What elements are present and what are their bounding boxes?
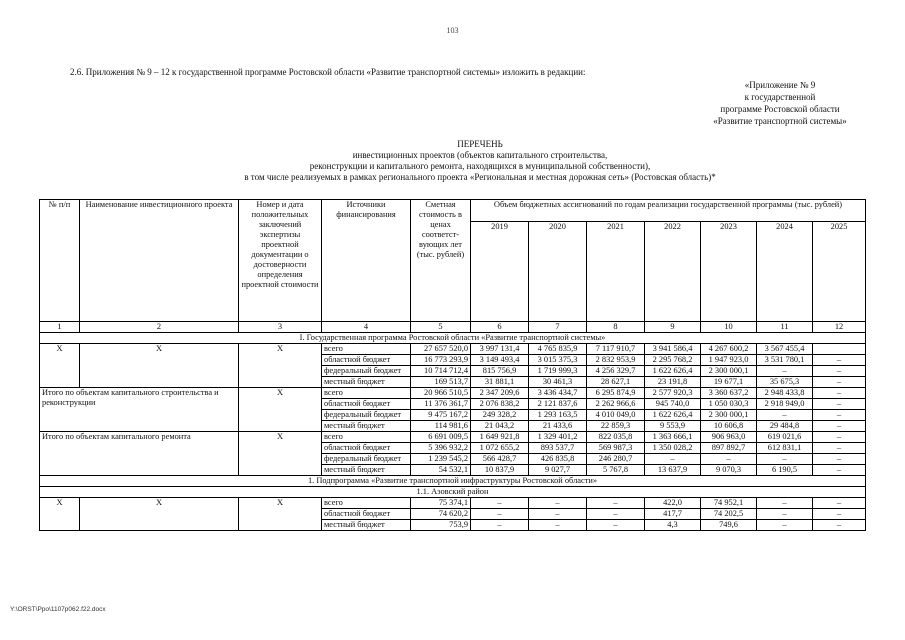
district-row xyxy=(40,487,866,498)
column-number: 10 xyxy=(701,322,757,333)
table-row xyxy=(40,344,866,355)
value-cell: 249 328,2 xyxy=(471,410,529,421)
summary-label: Итого по объектам капитального ремонта xyxy=(40,432,239,476)
value-cell: 30 461,3 xyxy=(529,377,587,388)
header-year: 2019 xyxy=(471,222,529,322)
value-cell: – xyxy=(529,520,587,531)
value-cell: 21 433,6 xyxy=(529,421,587,432)
value-cell: 4,3 xyxy=(645,520,701,531)
value-cell: 2 347 209,6 xyxy=(471,388,529,399)
value-cell: 13 637,9 xyxy=(645,465,701,476)
value-cell: 2 948 433,8 xyxy=(757,388,813,399)
column-number: 11 xyxy=(757,322,813,333)
value-cell: 1 293 163,5 xyxy=(529,410,587,421)
header-conclusion: Номер и дата положительных заключений экспертизы проектной документации о достоверности определения проектной стоимости xyxy=(239,200,322,322)
conclusion-cell: Х xyxy=(239,432,322,476)
column-number: 7 xyxy=(529,322,587,333)
column-number: 9 xyxy=(645,322,701,333)
source-cell: всего xyxy=(322,388,411,399)
value-cell: 893 537,7 xyxy=(529,443,587,454)
value-cell: 2 262 966,6 xyxy=(587,399,645,410)
column-number: 2 xyxy=(80,322,239,333)
appendix-heading xyxy=(690,79,870,127)
column-number: 5 xyxy=(411,322,471,333)
value-cell: 569 987,3 xyxy=(587,443,645,454)
column-number: 8 xyxy=(587,322,645,333)
source-cell: местный бюджет xyxy=(322,421,411,432)
value-cell: 566 428,7 xyxy=(471,454,529,465)
value-cell: – xyxy=(813,399,866,410)
value-cell: 9 070,3 xyxy=(701,465,757,476)
value-cell: 3 941 586,4 xyxy=(645,344,701,355)
value-cell: 3 149 493,4 xyxy=(471,355,529,366)
value-cell: 16 773 293,9 xyxy=(411,355,471,366)
page-number: 103 xyxy=(446,26,459,35)
column-number: 6 xyxy=(471,322,529,333)
value-cell: 9 553,9 xyxy=(645,421,701,432)
source-cell: федеральный бюджет xyxy=(322,366,411,377)
table-row xyxy=(40,498,866,509)
value-cell: 1 050 030,3 xyxy=(701,399,757,410)
value-cell: 906 963,0 xyxy=(701,432,757,443)
value-cell: – xyxy=(757,498,813,509)
file-path-footer: Y:\ORST\Ppo\1107p062.f22.docx xyxy=(10,606,106,613)
column-numbers-row xyxy=(40,322,866,333)
header-year: 2020 xyxy=(529,222,587,322)
subprogram-title: 1. Подпрограмма «Развитие транспортной инфраструктуры Ростовской области» xyxy=(40,476,866,487)
value-cell: 945 740,0 xyxy=(645,399,701,410)
value-cell: 54 532,1 xyxy=(411,465,471,476)
value-cell: – xyxy=(587,498,645,509)
value-cell: 1 363 666,1 xyxy=(645,432,701,443)
value-cell: 19 677,1 xyxy=(701,377,757,388)
value-cell: – xyxy=(813,454,866,465)
value-cell: 1 239 545,2 xyxy=(411,454,471,465)
value-cell: 897 892,7 xyxy=(701,443,757,454)
value-cell: 822 035,8 xyxy=(587,432,645,443)
value-cell: – xyxy=(645,454,701,465)
value-cell: 27 657 520,0 xyxy=(411,344,471,355)
appendix-line: к государственной xyxy=(744,92,816,102)
value-cell: 28 627,1 xyxy=(587,377,645,388)
title: ПЕРЕЧЕНЬ xyxy=(457,139,503,149)
value-cell: 114 981,6 xyxy=(411,421,471,432)
source-cell: областной бюджет xyxy=(322,443,411,454)
value-cell: 1 649 921,8 xyxy=(471,432,529,443)
header-num: № п/п xyxy=(40,200,80,322)
value-cell: 31 881,1 xyxy=(471,377,529,388)
value-cell: 6 295 874,9 xyxy=(587,388,645,399)
value-cell: – xyxy=(813,432,866,443)
value-cell: – xyxy=(701,454,757,465)
value-cell: 426 835,8 xyxy=(529,454,587,465)
value-cell: 4 765 835,9 xyxy=(529,344,587,355)
name-cell: Х xyxy=(80,344,239,388)
value-cell: – xyxy=(813,520,866,531)
appendix-line: «Приложение № 9 xyxy=(744,80,816,90)
value-cell: – xyxy=(813,366,866,377)
source-cell: местный бюджет xyxy=(322,377,411,388)
source-cell: областной бюджет xyxy=(322,399,411,410)
value-cell: – xyxy=(813,388,866,399)
column-number: 1 xyxy=(40,322,80,333)
value-cell: 11 376 361,7 xyxy=(411,399,471,410)
value-cell: – xyxy=(813,410,866,421)
value-cell: 5 767,8 xyxy=(587,465,645,476)
appendix-line: программе Ростовской области xyxy=(720,104,840,114)
header-year: 2022 xyxy=(645,222,701,322)
value-cell: 74 620,2 xyxy=(411,509,471,520)
value-cell: 1 329 401,2 xyxy=(529,432,587,443)
district-title: 1.1. Азовский район xyxy=(40,487,866,498)
value-cell: 23 191,8 xyxy=(645,377,701,388)
source-cell: всего xyxy=(322,432,411,443)
value-cell: 3 436 434,7 xyxy=(529,388,587,399)
value-cell: 10 606,8 xyxy=(701,421,757,432)
value-cell: – xyxy=(529,498,587,509)
document-title xyxy=(120,139,840,183)
section-row xyxy=(40,333,866,344)
value-cell: 1 719 999,3 xyxy=(529,366,587,377)
value-cell: 3 997 131,4 xyxy=(471,344,529,355)
value-cell: 21 043,2 xyxy=(471,421,529,432)
value-cell: 1 622 626,4 xyxy=(645,366,701,377)
value-cell: 1 072 655,2 xyxy=(471,443,529,454)
value-cell: – xyxy=(813,443,866,454)
header-year: 2023 xyxy=(701,222,757,322)
header-name: Наименование инвестиционного проекта xyxy=(80,200,239,322)
value-cell: 29 484,8 xyxy=(757,421,813,432)
value-cell: 612 831,1 xyxy=(757,443,813,454)
value-cell: 2 300 000,1 xyxy=(701,366,757,377)
value-cell: – xyxy=(587,520,645,531)
value-cell: – xyxy=(471,498,529,509)
projects-table xyxy=(39,199,866,531)
value-cell: 246 280,7 xyxy=(587,454,645,465)
value-cell: – xyxy=(757,410,813,421)
value-cell: 22 859,3 xyxy=(587,421,645,432)
section-title: I. Государственная программа Ростовской области «Развитие транспортной системы» xyxy=(40,333,866,344)
source-cell: федеральный бюджет xyxy=(322,410,411,421)
value-cell: 2 918 949,0 xyxy=(757,399,813,410)
value-cell: 2 121 837,6 xyxy=(529,399,587,410)
value-cell: 3 015 375,3 xyxy=(529,355,587,366)
conclusion-cell: Х xyxy=(239,498,322,531)
value-cell: 1 622 626,4 xyxy=(645,410,701,421)
value-cell: 2 300 000,1 xyxy=(701,410,757,421)
value-cell: 20 966 510,5 xyxy=(411,388,471,399)
summary-label: Итого по объектам капитального строительства и реконструкции xyxy=(40,388,239,432)
column-number: 4 xyxy=(322,322,411,333)
conclusion-cell: Х xyxy=(239,388,322,432)
value-cell: 6 691 009,5 xyxy=(411,432,471,443)
num-cell: Х xyxy=(40,344,80,388)
value-cell: 9 475 167,2 xyxy=(411,410,471,421)
value-cell: 3 360 637,2 xyxy=(701,388,757,399)
table-row xyxy=(40,432,866,443)
header-year: 2025 xyxy=(813,222,866,322)
value-cell: 2 577 920,3 xyxy=(645,388,701,399)
value-cell: 2 832 953,9 xyxy=(587,355,645,366)
name-cell: Х xyxy=(80,498,239,531)
subtitle-line: реконструкции и капитального ремонта, находящихся в муниципальной собственности), xyxy=(309,161,651,171)
subprogram-row xyxy=(40,476,866,487)
value-cell: 1 947 923,0 xyxy=(701,355,757,366)
value-cell: – xyxy=(757,509,813,520)
intro-text: 2.6. Приложения № 9 – 12 к государственной программе Ростовской области «Развитие транспортной системы» изложить в редакции: xyxy=(70,67,586,77)
value-cell: 35 675,3 xyxy=(757,377,813,388)
value-cell: 4 010 049,0 xyxy=(587,410,645,421)
value-cell: 7 117 910,7 xyxy=(587,344,645,355)
value-cell: 9 027,7 xyxy=(529,465,587,476)
value-cell xyxy=(813,344,866,355)
value-cell: 2 076 838,2 xyxy=(471,399,529,410)
column-number: 12 xyxy=(813,322,866,333)
value-cell: 417,7 xyxy=(645,509,701,520)
value-cell: – xyxy=(813,509,866,520)
subtitle-line: в том числе реализуемых в рамках регионального проекта «Региональная и местная дорожная сеть» (Ростовская область)* xyxy=(244,172,716,182)
column-number: 3 xyxy=(239,322,322,333)
source-cell: областной бюджет xyxy=(322,509,411,520)
value-cell: – xyxy=(529,509,587,520)
header-year: 2024 xyxy=(757,222,813,322)
source-cell: федеральный бюджет xyxy=(322,454,411,465)
source-cell: всего xyxy=(322,344,411,355)
value-cell: 3 567 455,4 xyxy=(757,344,813,355)
value-cell: 4 267 600,2 xyxy=(701,344,757,355)
value-cell: 5 396 932,2 xyxy=(411,443,471,454)
value-cell: 74 202,5 xyxy=(701,509,757,520)
value-cell: – xyxy=(813,421,866,432)
header-year: 2021 xyxy=(587,222,645,322)
conclusion-cell: Х xyxy=(239,344,322,388)
value-cell: 753,9 xyxy=(411,520,471,531)
value-cell: – xyxy=(471,509,529,520)
value-cell: 3 531 780,1 xyxy=(757,355,813,366)
num-cell: Х xyxy=(40,498,80,531)
value-cell: 2 295 768,2 xyxy=(645,355,701,366)
value-cell: 74 952,1 xyxy=(701,498,757,509)
value-cell: 749,6 xyxy=(701,520,757,531)
value-cell: 815 756,9 xyxy=(471,366,529,377)
header-cost: Сметная стоимость в ценах соответст-вующих лет (тыс. рублей) xyxy=(411,200,471,322)
value-cell: 619 021,6 xyxy=(757,432,813,443)
value-cell: 75 374,1 xyxy=(411,498,471,509)
value-cell: 169 513,7 xyxy=(411,377,471,388)
value-cell: 1 350 028,2 xyxy=(645,443,701,454)
value-cell: 10 714 712,4 xyxy=(411,366,471,377)
table-row xyxy=(40,388,866,399)
header-budget: Объем бюджетных ассигнований по годам реализации государственной программы (тыс. рублей) xyxy=(471,200,866,222)
value-cell: 10 837,9 xyxy=(471,465,529,476)
value-cell: – xyxy=(813,465,866,476)
value-cell: – xyxy=(471,520,529,531)
value-cell: 6 190,5 xyxy=(757,465,813,476)
subtitle-line: инвестиционных проектов (объектов капитального строительства, xyxy=(352,150,608,160)
value-cell: 4 256 329,7 xyxy=(587,366,645,377)
source-cell: всего xyxy=(322,498,411,509)
source-cell: местный бюджет xyxy=(322,520,411,531)
value-cell: – xyxy=(587,509,645,520)
source-cell: местный бюджет xyxy=(322,465,411,476)
value-cell: – xyxy=(757,366,813,377)
value-cell: – xyxy=(813,377,866,388)
header-sources: Источники финансирования xyxy=(322,200,411,322)
source-cell: областной бюджет xyxy=(322,355,411,366)
value-cell: 422,0 xyxy=(645,498,701,509)
value-cell: – xyxy=(813,355,866,366)
value-cell: – xyxy=(757,454,813,465)
appendix-line: «Развитие транспортной системы» xyxy=(713,116,847,126)
value-cell: – xyxy=(813,498,866,509)
value-cell: – xyxy=(757,520,813,531)
